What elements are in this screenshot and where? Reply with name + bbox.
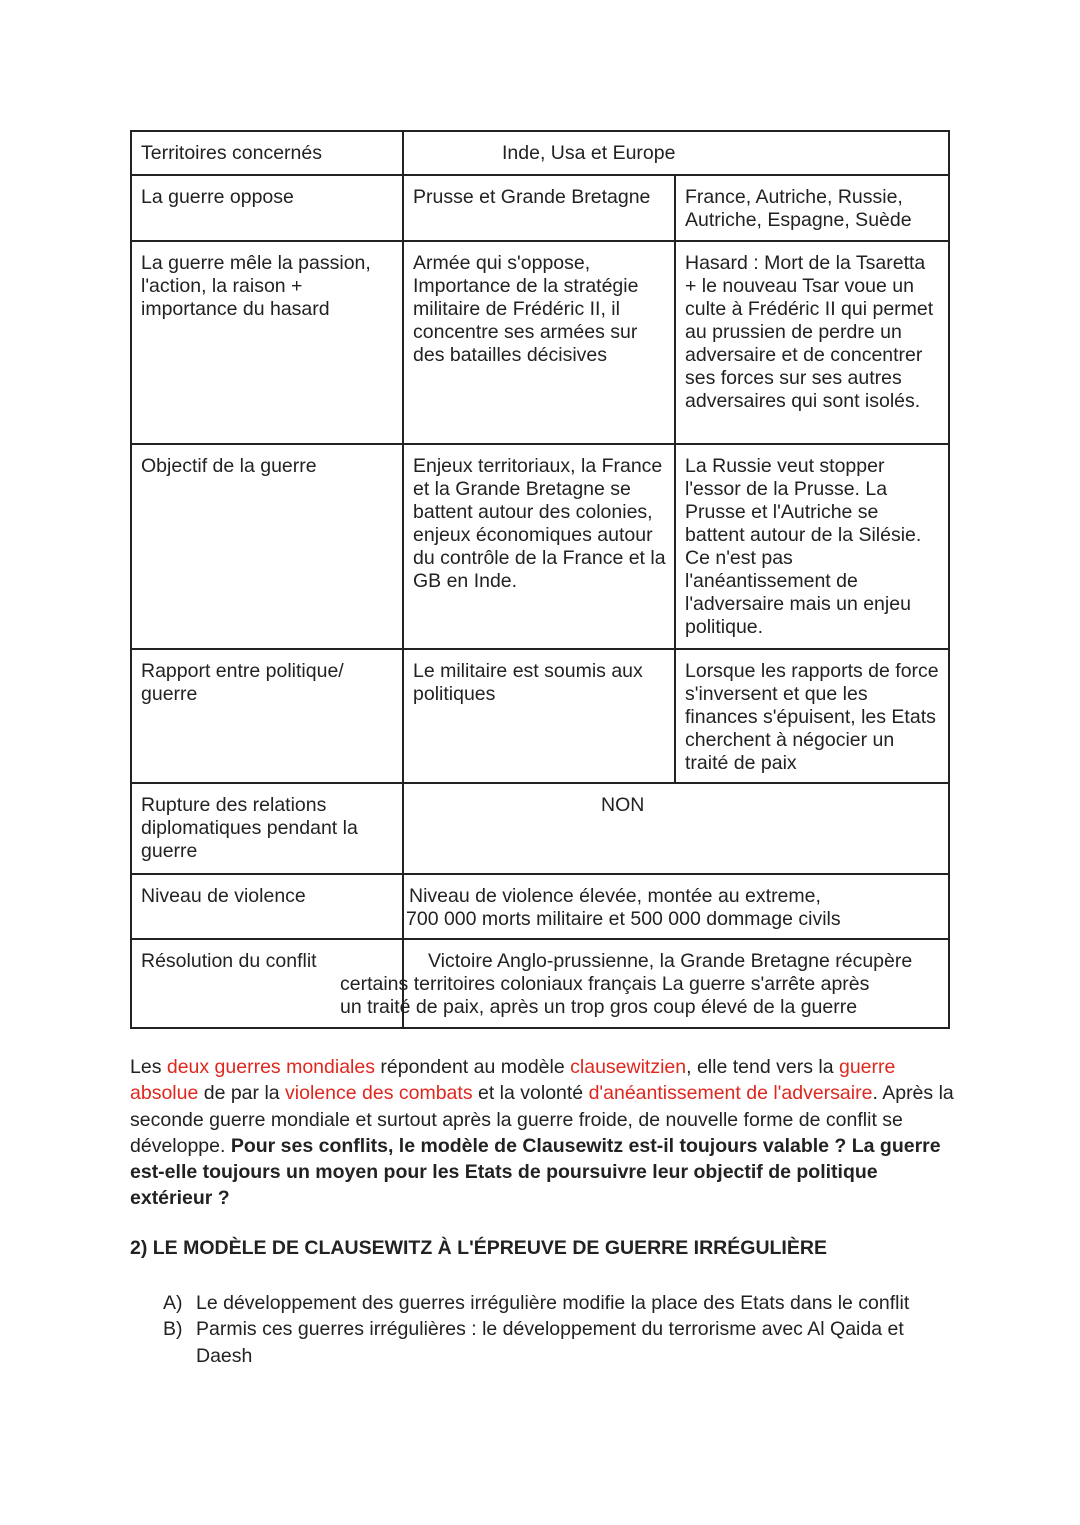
para-text: Les: [130, 1056, 167, 1078]
row-label: La guerre mêle la passion, l'action, la raison + importance du hasard: [131, 241, 403, 444]
para-question: Pour ses conflits, le modèle de Clausewitz est-il toujours valable ? La guerre est-elle toujours un moyen pour les Etats de poursuivre leur objectif de politique extérieur ?: [130, 1134, 941, 1210]
section-heading: 2) LE MODÈLE DE CLAUSEWITZ À L'ÉPREUVE DE GUERRE IRRÉGULIÈRE: [130, 1237, 827, 1259]
row-label: La guerre oppose: [131, 175, 403, 241]
para-text: , elle tend vers la: [686, 1056, 839, 1078]
list-marker: B): [163, 1318, 183, 1341]
cell-col2: La Russie veut stopper l'essor de la Prusse. La Prusse et l'Autriche se battent autour de la Silésie. Ce n'est pas l'anéantissement de l'adversaire mais un enjeu politique.: [675, 444, 949, 649]
cell-col1: Armée qui s'oppose, Importance de la stratégie militaire de Frédéric II, il concentre ses armées sur des batailles décisives: [403, 241, 675, 444]
para-highlight: clausewitzien: [570, 1056, 687, 1078]
row-label: Résolution du conflit: [131, 939, 403, 1028]
violence-line-2: 700 000 morts militaire et 500 000 dommage civils: [406, 908, 841, 930]
para-highlight: deux guerres mondiales: [166, 1056, 375, 1078]
rupture-value: [403, 783, 949, 874]
para-highlight: violence des combats: [285, 1082, 473, 1105]
para-text: répondent au modèle: [374, 1056, 571, 1078]
violence-line-1: Niveau de violence élevée, montée au extreme,: [409, 885, 821, 907]
row-label: Niveau de violence: [131, 874, 403, 939]
cell-col2: Lorsque les rapports de force s'inversent et que les finances s'épuisent, les Etats cherchent à négocier un traité de paix: [675, 649, 949, 783]
row-oppose: [131, 175, 949, 241]
list-text: Parmis ces guerres irrégulières : le développement du terrorisme avec Al Qaida et Daesh: [196, 1318, 904, 1367]
list-marker: A): [163, 1292, 183, 1314]
row-label: Territoires concernés: [131, 131, 403, 175]
resolution-line-2: certains territoires coloniaux français La guerre s'arrête après: [340, 973, 870, 995]
row-objectif: [131, 444, 949, 649]
resolution-value: [340, 939, 949, 1028]
intro-paragraph: [130, 1054, 960, 1212]
para-highlight: guerre absolue: [130, 1056, 896, 1105]
para-text: et la volonté: [472, 1082, 589, 1105]
resolution-line-3: un traité de paix, après un trop gros coup élevé de la guerre: [340, 996, 858, 1018]
resolution-line-1: Victoire Anglo-prussienne, la Grande Bretagne récupère: [428, 950, 913, 972]
para-highlight: d'anéantissement de l'adversaire: [588, 1082, 873, 1105]
row-label: Objectif de la guerre: [131, 444, 403, 649]
row-label: Rupture des relations diplomatiques pendant la guerre: [131, 783, 403, 874]
row-resolution: [131, 939, 949, 1028]
cell-col2: France, Autriche, Russie, Autriche, Espagne, Suède: [675, 175, 949, 241]
list-item: [163, 1316, 953, 1369]
row-rupture: [131, 783, 949, 874]
para-text: . Après la seconde guerre mondiale et surtout après la guerre froide, de nouvelle forme de conflit se développe.: [130, 1082, 954, 1157]
cell-col1: Prusse et Grande Bretagne: [403, 175, 675, 241]
row-territoires: [131, 131, 949, 175]
list-text: Le développement des guerres irrégulière modifie la place des Etats dans le conflit: [196, 1292, 910, 1314]
cell-col1: Le militaire est soumis aux politiques: [403, 649, 675, 783]
territoires-text: Inde, Usa et Europe: [502, 142, 676, 164]
comparison-table: [130, 130, 950, 1029]
violence-value: [403, 874, 949, 939]
territoires-value: [403, 131, 949, 175]
subsection-list: [163, 1290, 953, 1369]
cell-col1: Enjeux territoriaux, la France et la Grande Bretagne se battent autour des colonies, enjeux économiques autour du contrôle de la France et la GB en Inde.: [403, 444, 675, 649]
row-violence: [131, 874, 949, 939]
row-passion: [131, 241, 949, 444]
rupture-text: NON: [601, 794, 645, 816]
row-label: Rapport entre politique/ guerre: [131, 649, 403, 783]
cell-col2: Hasard : Mort de la Tsaretta + le nouveau Tsar voue un culte à Frédéric II qui permet au prussien de perdre un adversaire et de concentrer ses forces sur ses autres adversaires qui sont isolés.: [675, 241, 949, 444]
row-rapport: [131, 649, 949, 783]
para-text: de par la: [198, 1082, 286, 1105]
list-item: [163, 1290, 953, 1316]
